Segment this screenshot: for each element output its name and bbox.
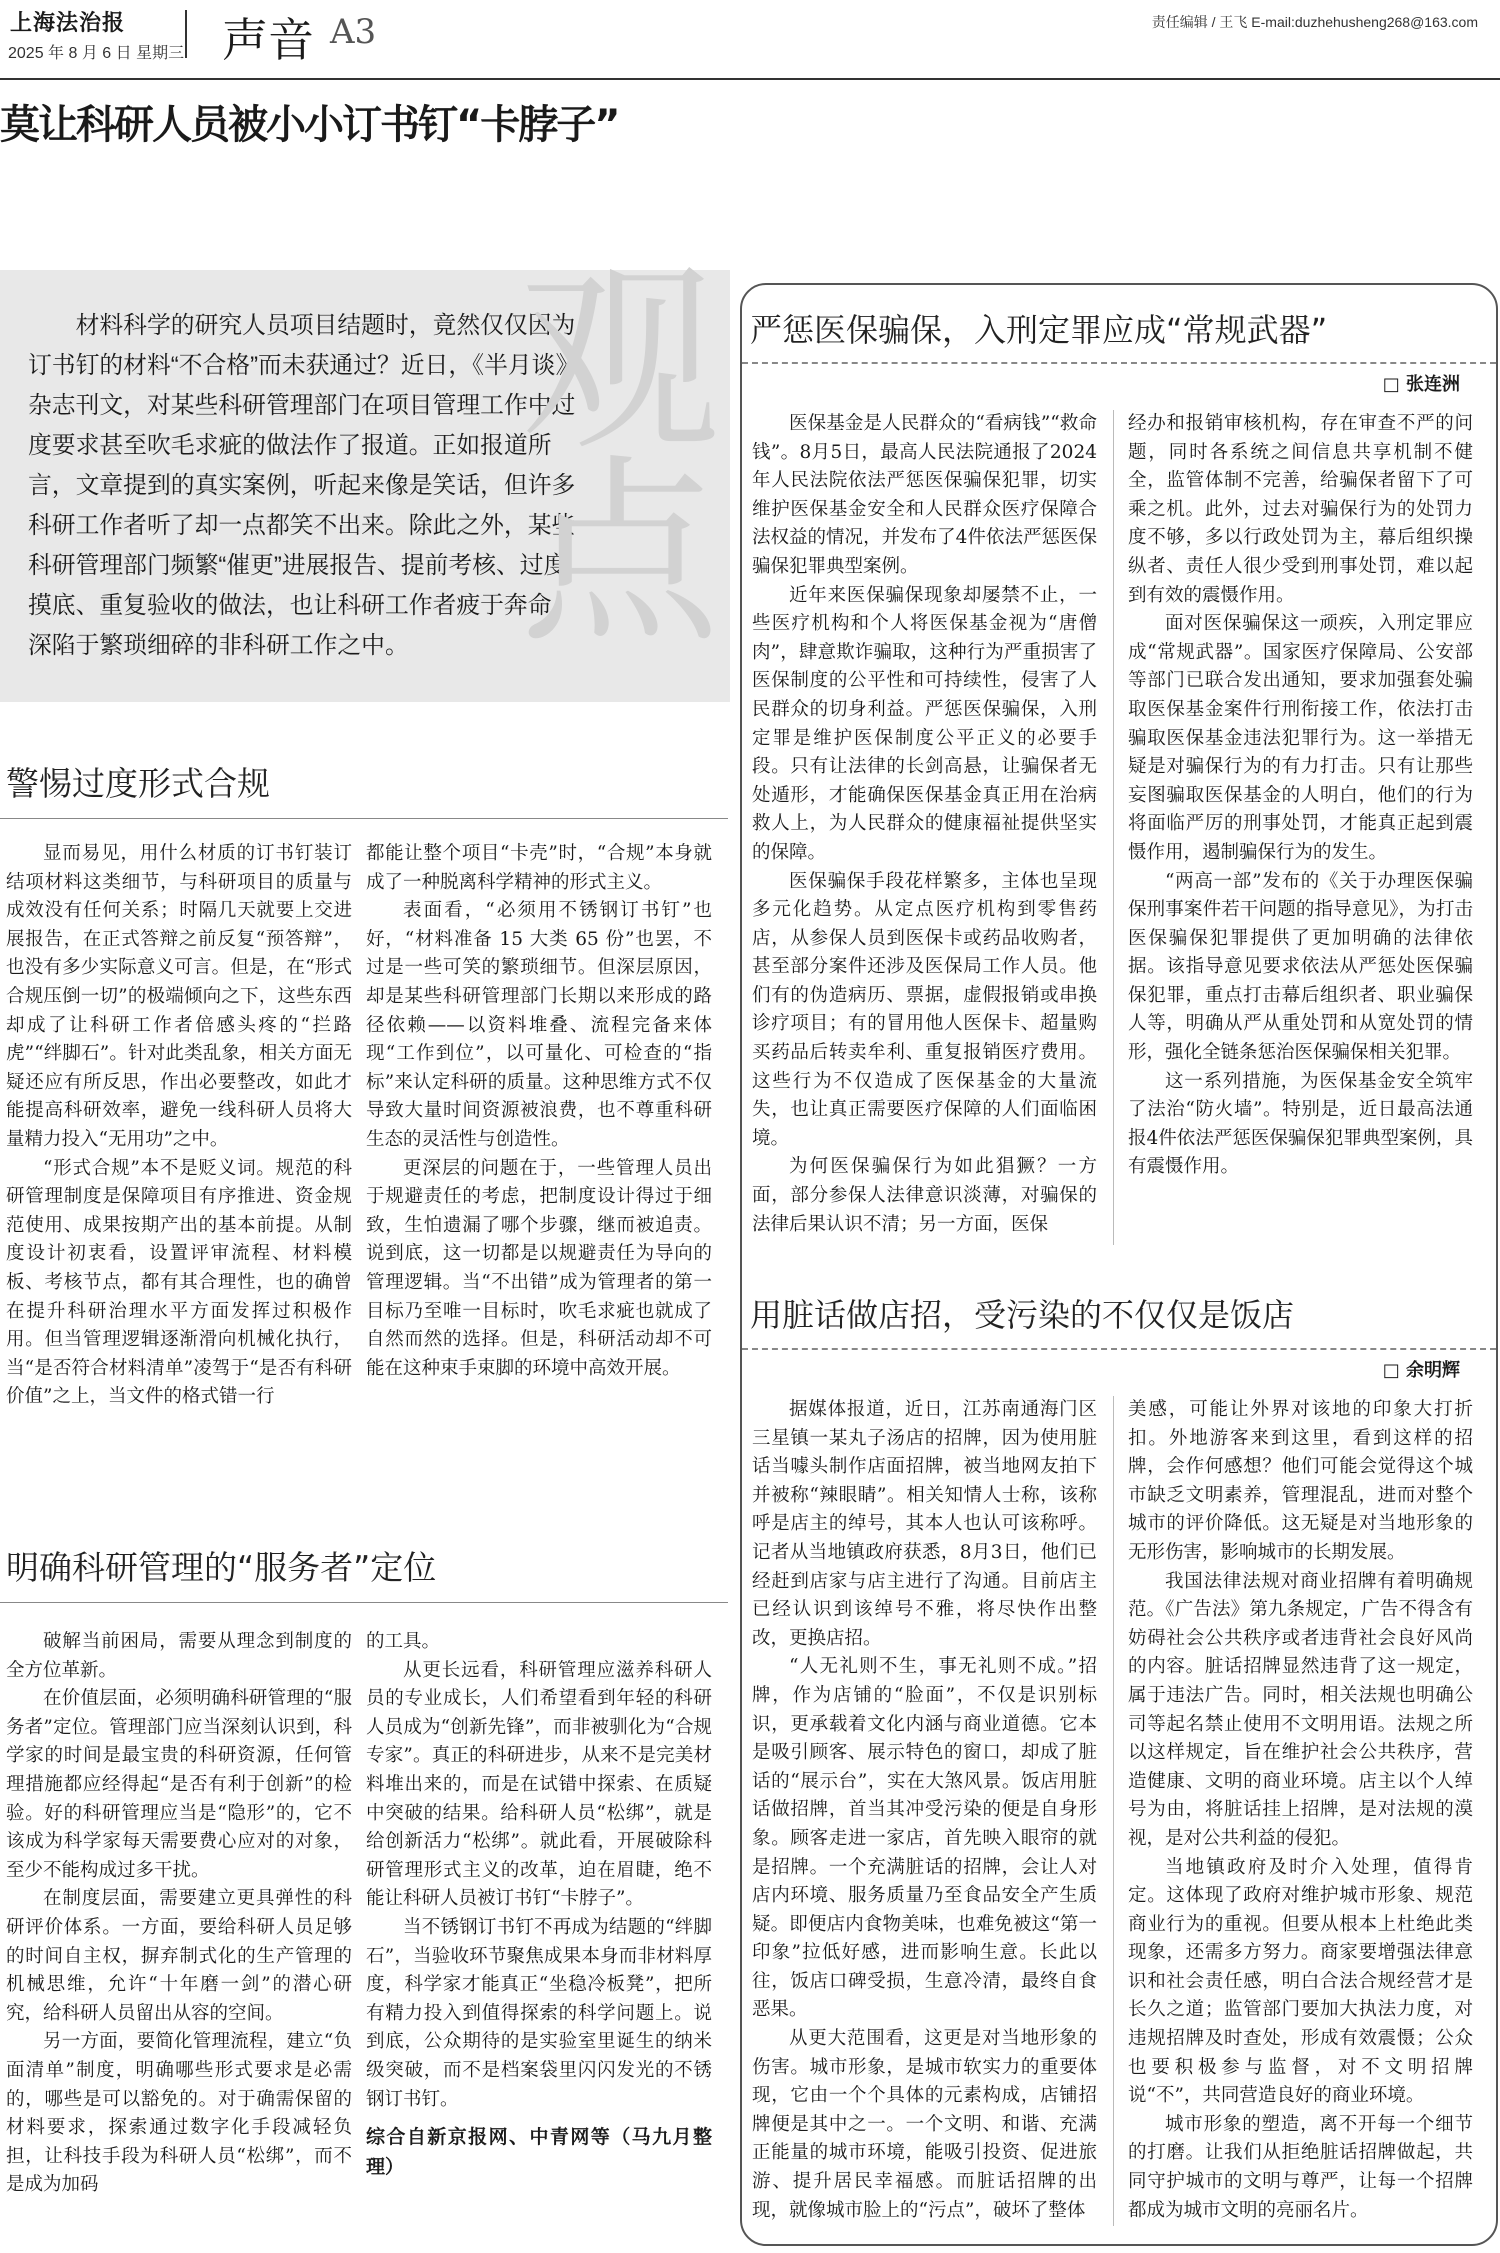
article2-divider	[742, 1348, 1496, 1350]
article2-column-divider	[1113, 1396, 1114, 2226]
paragraph: “形式合规”本不是贬义词。规范的科研管理制度是保障项目有序推进、资金规范使用、成果按期产出的基本前提。从制度设计初衷看，设置评审流程、材料模板、考核节点，都有其合理性，也的确曾在提升科研治理水平方面发挥过积极作用。但当管理逻辑逐渐滑向机械化执行，当“是否符合材料清单”凌驾于“是否有科研价值”之上，当文件的格式错一行	[6, 1157, 352, 1408]
section-name: 声音	[222, 13, 314, 67]
article2-col1	[752, 1396, 1097, 2225]
article1-author: □ 张连洲	[1382, 374, 1460, 395]
article2-col2	[1128, 1396, 1473, 2225]
section2-col1	[6, 1628, 352, 2200]
paragraph: 从更长远看，科研管理应滋养科研人员的专业成长，人们希望看到年轻的科研人员成为“创新先锋”，而非被驯化为“合规专家”。真正的科研进步，从来不是完美材料堆出来的，而是在试错中探索、在质疑中突破的结果。给科研人员“松绑”，就是给创新活力“松绑”。就此看，开展破除科研管理形式主义的改革，迫在眉睫，绝不能让科研人员被订书钉“卡脖子”。	[366, 1659, 712, 1910]
paragraph: 我国法律法规对商业招牌有着明确规范。《广告法》第九条规定，广告不得含有妨碍社会公共秩序或者违背社会良好风尚的内容。脏话招牌显然违背了这一规定，属于违法广告。同时，相关法规也明确公司等起名禁止使用不文明用语。法规之所以这样规定，旨在维护社会公共秩序，营造健康、文明的商业环境。店主以个人绰号为由，将脏话挂上招牌，是对法规的漠视，是对公共利益的侵犯。	[1128, 1570, 1473, 1849]
paragraph: 当不锈钢订书钉不再成为结题的“绊脚石”，当验收环节聚焦成果本身而非材料厚度，科学家才能真正“坐稳冷板凳”，把所有精力投入到值得探索的科学问题上。说到底，公众期待的是实验室里诞生的纳米级突破，而不是档案袋里闪闪发光的不锈钢订书钉。	[366, 1916, 712, 2110]
paragraph: 更深层的问题在于，一些管理人员出于规避责任的考虑，把制度设计得过于细致，生怕遗漏了哪个步骤，继而被追责。说到底，这一切都是以规避责任为导向的管理逻辑。当“不出错”成为管理者的第一目标乃至唯一目标时，吹毛求疵也就成了自然而然的选择。但是，科研活动却不可能在这种束手束脚的环境中高效开展。	[366, 1157, 712, 1379]
article1-column-divider	[1113, 410, 1114, 1245]
paragraph: 面对医保骗保这一顽疾，入刑定罪应成“常规武器”。国家医疗保障局、公安部等部门已联合发出通知，要求加强套处骗取医保基金案件行刑衔接工作，依法打击骗取医保基金违法犯罪行为。这一举措无疑是对骗保行为的有力打击。只有让那些妄图骗取医保基金的人明白，他们的行为将面临严厉的刑事处罚，才能真正起到震慑作用，遏制骗保行为的发生。	[1128, 613, 1473, 863]
paragraph: 据媒体报道，近日，江苏南通海门区三星镇一某丸子汤店的招牌，因为使用脏话当噱头制作店面招牌，被当地网友拍下并被称“辣眼睛”。相关知情人士称，该称呼是店主的绰号，其本人也认可该称呼。记者从当地镇政府获悉，8月3日，他们已经赶到店家与店主进行了沟通。目前店主已经认识到该绰号不雅，将尽快作出整改，更换店招。	[752, 1399, 1097, 1649]
watermark-char-1: 观	[520, 245, 721, 478]
paragraph: “两高一部”发布的《关于办理医保骗保刑事案件若干问题的指导意见》，为打击医保骗保犯罪提供了更加明确的法律依据。该指导意见要求依法从严惩处医保骗保犯罪，重点打击幕后组织者、职业骗保人等，明确从严从重处罚和从宽处罚的情形，强化全链条惩治医保骗保相关犯罪。	[1128, 870, 1473, 1064]
section2-rule	[0, 1602, 728, 1603]
intro-text: 材料科学的研究人员项目结题时，竟然仅仅因为订书钉的材料“不合格”而未获通过？近日，《半月谈》杂志刊文，对某些科研管理部门在项目管理工作中过度要求甚至吹毛求疵的做法作了报道。正如报道所言，文章提到的真实案例，听起来像是笑话，但许多科研工作者听了却一点都笑不出来。除此之外，某些科研管理部门频繁“催更”进展报告、提前考核、过度摸底、重复验收的做法，也让科研工作者疲于奔命，深陷于繁琐细碎的非科研工作之中。	[28, 312, 580, 659]
main-headline: 莫让科研人员被小小订书钉“卡脖子”	[0, 102, 619, 148]
paragraph: 都能让整个项目“卡壳”时，“合规”本身就成了一种脱离科学精神的形式主义。	[366, 843, 712, 893]
source-credit: 综合自新京报网、中青网等（马九月整理）	[366, 2126, 712, 2179]
article2-author: □ 余明辉	[1382, 1360, 1460, 1381]
paragraph: 为何医保骗保行为如此猖獗？一方面，部分参保人法律意识淡薄，对骗保的法律后果认识不清；另一方面，医保	[752, 1156, 1097, 1235]
paragraph: 在制度层面，需要建立更具弹性的科研评价体系。一方面，要给科研人员足够的时间自主权，摒弃制式化的生产管理的机械思维，允许“十年磨一剑”的潜心研究，给科研人员留出从容的空间。	[6, 1888, 352, 2024]
masthead-divider	[185, 10, 187, 58]
section1-col1	[6, 840, 352, 1412]
paragraph: 显而易见，用什么材质的订书钉装订结项材料这类细节，与科研项目的质量与成效没有任何关系；时隔几天就要上交进展报告，在正式答辩之前反复“预答辩”，也没有多少实际意义可言。但是，在“形式合规压倒一切”的极端倾向之下，这些东西却成了让科研工作者倍感头疼的“拦路虎”“绊脚石”。针对此类乱象，相关方面无疑还应有所反思，作出必要整改，如此才能提高科研效率，避免一线科研人员将大量精力投入“无用功”之中。	[6, 843, 352, 1150]
issue-date: 2025 年 8 月 6 日 星期三	[8, 45, 185, 62]
newspaper-name: 上海法治报	[10, 10, 126, 36]
article1-col2	[1128, 410, 1473, 1182]
paragraph: 另一方面，要简化管理流程，建立“负面清单”制度，明确哪些形式要求是必需的，哪些是可以豁免的。对于确需保留的材料要求，探索通过数字化手段减轻负担，让科技手段为科研人员“松绑”，而不是成为加码	[6, 2031, 352, 2196]
masthead-rule	[0, 78, 1500, 80]
paragraph: 经办和报销审核机构，存在审查不严的问题，同时各系统之间信息共享机制不健全，监管体制不完善，给骗保者留下了可乘之机。此外，过去对骗保行为的处罚力度不够，多以行政处罚为主，幕后组织操纵者、责任人很少受到刑事处罚，难以起到有效的震慑作用。	[1128, 413, 1473, 606]
paragraph: 破解当前困局，需要从理念到制度的全方位革新。	[6, 1631, 352, 1681]
paragraph: 在价值层面，必须明确科研管理的“服务者”定位。管理部门应当深刻认识到，科学家的时间是最宝贵的科研资源，任何管理措施都应经得起“是否有利于创新”的检验。好的科研管理应当是“隐形”的，它不该成为科学家每天需要费心应对的对象，至少不能构成过多干扰。	[6, 1688, 352, 1881]
paragraph: 医保骗保手段花样繁多，主体也呈现多元化趋势。从定点医疗机构到零售药店，从参保人员到医保卡或药品收购者，甚至部分案件还涉及医保局工作人员。他们有的伪造病历、票据，虚假报销或串换诊疗项目；有的冒用他人医保卡、超量购买药品后转卖牟利、重复报销医疗费用。这些行为不仅造成了医保基金的大量流失，也让真正需要医疗保障的人们面临困境。	[752, 870, 1097, 1149]
paragraph: 城市形象的塑造，离不开每一个细节的打磨。让我们从拒绝脏话招牌做起，共同守护城市的文明与尊严，让每一个招牌都成为城市文明的亮丽名片。	[1128, 2113, 1473, 2221]
section1-title: 警惕过度形式合规	[6, 764, 270, 803]
section1-col2	[366, 840, 712, 1383]
paragraph: 医保基金是人民群众的“看病钱”“救命钱”。8月5日，最高人民法院通报了2024年人民法院依法严惩医保骗保犯罪，切实维护医保基金安全和人民群众医疗保障合法权益的情况，并发布了4件依法严惩医保骗保犯罪典型案例。	[752, 413, 1097, 577]
paragraph: 当地镇政府及时介入处理，值得肯定。这体现了政府对维护城市形象、规范商业行为的重视。但要从根本上杜绝此类现象，还需多方努力。商家要增强法律意识和社会责任感，明白合法合规经营才是长久之道；监管部门要加大执法力度，对违规招牌及时查处，形成有效震慑；公众也要积极参与监督，对不文明招牌说“不”，共同营造良好的商业环境。	[1128, 1856, 1473, 2107]
paragraph: “人无礼则不生，事无礼则不成。”招牌，作为店铺的“脸面”，不仅是识别标识，更承载着文化内涵与商业道德。它本是吸引顾客、展示特色的窗口，却成了脏话的“展示台”，实在大煞风景。饭店用脏话做招牌，首当其冲受污染的便是自身形象。顾客走进一家店，首先映入眼帘的就是招牌。一个充满脏话的招牌，会让人对店内环境、服务质量乃至食品安全产生质疑。即便店内食物美味，也难免被这“第一印象”拉低好感，进而影响生意。长此以往，饭店口碑受损，生意冷清，最终自食恶果。	[752, 1656, 1097, 2021]
paragraph: 的工具。	[366, 1631, 441, 1652]
editor-info: 责任编辑 / 王飞 E-mail:duzhehusheng268@163.com	[1151, 14, 1478, 30]
article1-divider	[742, 362, 1496, 364]
watermark-char-2: 点	[520, 438, 721, 671]
section2-col2	[366, 1628, 712, 2182]
article1-col1	[752, 410, 1097, 1239]
paragraph: 近年来医保骗保现象却屡禁不止，一些医疗机构和个人将医保基金视为“唐僧肉”，肆意欺诈骗取，这种行为严重损害了医保制度的公平性和可持续性，侵害了人民群众的切身利益。严惩医保骗保，入刑定罪是维护医保制度公平正义的必要手段。只有让法律的长剑高悬，让骗保者无处遁形，才能确保医保基金真正用在治病救人上，为人民群众的健康福祉提供坚实的保障。	[752, 584, 1097, 863]
section2-title: 明确科研管理的“服务者”定位	[6, 1548, 437, 1587]
paragraph: 从更大范围看，这更是对当地形象的伤害。城市形象，是城市软实力的重要体现，它由一个个具体的元素构成，店铺招牌便是其中之一。一个文明、和谐、充满正能量的城市环境，能吸引投资、促进旅游、提升居民幸福感。而脏话招牌的出现，就像城市脸上的“污点”，破坏了整体	[752, 2028, 1097, 2221]
article2-title: 用脏话做店招，受污染的不仅仅是饭店	[750, 1296, 1295, 1334]
page-number: A3	[330, 12, 377, 52]
section1-rule	[0, 818, 728, 819]
article1-title: 严惩医保骗保，入刑定罪应成“常规武器”	[750, 311, 1328, 349]
paragraph: 表面看，“必须用不锈钢订书钉”也好，“材料准备 15 大类 65 份”也罢，不过是一些可笑的繁琐细节。但深层原因，却是某些科研管理部门长期以来形成的路径依赖——以资料堆叠、流程完备来体现“工作到位”，以可量化、可检查的“指标”来认定科研的质量。这种思维方式不仅导致大量时间资源被浪费，也不尊重科研生态的灵活性与创造性。	[366, 900, 712, 1150]
paragraph: 美感，可能让外界对该地的印象大打折扣。外地游客来到这里，看到这样的招牌，会作何感想？他们可能会觉得这个城市缺乏文明素养，管理混乱，进而对整个城市的评价降低。这无疑是对当地形象的无形伤害，影响城市的长期发展。	[1128, 1399, 1473, 1563]
paragraph: 这一系列措施，为医保基金安全筑牢了法治“防火墙”。特别是，近日最高法通报4件依法严惩医保骗保犯罪典型案例，具有震慑作用。	[1128, 1070, 1473, 1178]
